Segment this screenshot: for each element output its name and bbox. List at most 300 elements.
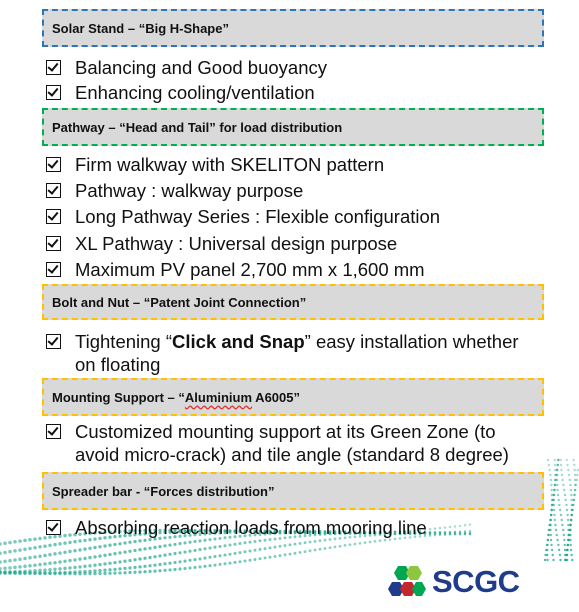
decor-dot [244, 550, 247, 553]
decor-dot [567, 469, 569, 471]
decor-dot [48, 571, 51, 574]
decor-dot [569, 539, 571, 541]
decor-dot [294, 543, 297, 546]
decor-dot [58, 567, 61, 570]
decor-dot [33, 537, 37, 541]
decor-dot [58, 542, 61, 545]
decor-dot [384, 539, 387, 542]
checkbox-icon [46, 209, 61, 224]
decor-dot [98, 572, 101, 575]
decor-dot [568, 474, 570, 476]
decor-dot [118, 542, 121, 545]
decor-dot [560, 464, 562, 466]
decor-dot [158, 563, 161, 566]
decor-dot [575, 484, 577, 486]
decor-dot [83, 539, 86, 542]
decor-dot [0, 542, 2, 546]
checkbox-icon [46, 157, 61, 172]
item-text [75, 420, 509, 466]
decor-dot [434, 527, 436, 529]
decor-dot [364, 541, 367, 544]
decor-dot [213, 555, 216, 558]
decor-dot [58, 571, 61, 574]
decor-dot [43, 571, 46, 574]
decor-dot [259, 557, 262, 560]
decor-dot [550, 544, 552, 546]
decor-dot [567, 539, 569, 541]
decor-dot [550, 479, 552, 481]
decor-dot [143, 547, 146, 550]
decor-dot [249, 559, 252, 562]
decor-dot [574, 489, 576, 491]
decor-dot [259, 539, 262, 542]
decor-dot [564, 544, 566, 546]
decor-dot [143, 565, 146, 568]
decor-dot [228, 553, 231, 556]
section-spreader-bar-header [42, 472, 544, 510]
decor-dot [344, 544, 347, 547]
decor-dot [63, 567, 66, 570]
decor-dot [98, 545, 101, 548]
decor-dot [309, 541, 312, 544]
item-text: Enhancing cooling/ventilation [75, 82, 315, 103]
decor-dot [551, 489, 553, 491]
decor-dot [269, 546, 272, 549]
decor-dot [68, 566, 71, 569]
decor-dot [108, 544, 111, 547]
decor-dot [53, 543, 56, 546]
decor-dot [28, 538, 32, 542]
decor-dot [449, 526, 451, 528]
decor-dot [570, 554, 572, 556]
decor-dot [53, 571, 56, 574]
decor-dot [153, 570, 156, 573]
decor-dot [459, 530, 461, 532]
decor-dot [98, 563, 101, 566]
decor-dot [193, 540, 196, 543]
checkbox-icon [46, 424, 61, 439]
decor-dot [98, 554, 101, 557]
list-item [46, 516, 427, 539]
decor-dot [434, 532, 436, 534]
list-item [46, 232, 397, 255]
decor-dot [556, 479, 558, 481]
decor-dot [0, 567, 2, 571]
decor-dot [23, 565, 27, 569]
decor-dot [118, 571, 121, 574]
decor-dot [128, 550, 131, 553]
decor-dot [18, 548, 22, 552]
decor-dot [218, 545, 221, 548]
decor-dot [550, 509, 552, 511]
decor-dot [563, 539, 565, 541]
decor-dot [88, 564, 91, 567]
decor-dot [43, 554, 46, 557]
decor-dot [163, 554, 166, 557]
decor-dot [203, 547, 206, 550]
decor-dot [454, 531, 456, 533]
decor-dot [33, 555, 37, 559]
decor-dot [193, 566, 196, 569]
decor-dot [259, 548, 262, 551]
decor-dot [73, 558, 76, 561]
checkbox-icon [46, 85, 61, 100]
decor-dot [18, 558, 22, 562]
decor-dot [274, 546, 277, 549]
decor-dot [249, 550, 252, 553]
decor-dot [554, 459, 556, 461]
decor-dot [123, 571, 126, 574]
decor-dot [564, 494, 566, 496]
decor-dot [547, 459, 549, 461]
decor-dot [173, 552, 176, 555]
decor-dot [138, 570, 141, 573]
decor-dot [573, 464, 575, 466]
decor-dot [562, 484, 564, 486]
decor-dot [208, 564, 211, 567]
decor-dot [108, 568, 111, 571]
decor-dot [289, 543, 292, 546]
decor-dot [254, 558, 257, 561]
decor-dot [108, 572, 111, 575]
decor-dot [143, 557, 146, 560]
decor-dot [429, 528, 432, 531]
scgc-logo [388, 564, 520, 600]
decor-dot [284, 544, 287, 547]
decor-dot [565, 499, 567, 501]
decor-dot [284, 553, 287, 556]
decor-dot [429, 532, 432, 535]
decor-dot [548, 464, 550, 466]
decor-dot [0, 560, 2, 564]
decor-dot [218, 563, 221, 566]
decor-dot [314, 540, 317, 543]
decor-dot [449, 531, 451, 533]
decor-dot [554, 519, 556, 521]
decor-dot [559, 554, 561, 556]
list-item [46, 258, 425, 281]
decor-dot [228, 543, 231, 546]
decor-dot [279, 545, 282, 548]
decor-dot [18, 570, 22, 574]
checkbox-icon [46, 236, 61, 251]
decor-dot [559, 509, 561, 511]
decor-dot [566, 459, 568, 461]
decor-dot [148, 570, 151, 573]
decor-dot [547, 534, 549, 536]
decor-dot [469, 523, 471, 525]
list-item [46, 81, 315, 104]
decor-dot [78, 557, 81, 560]
decor-dot [223, 544, 226, 547]
decor-dot [567, 544, 569, 546]
decor-dot [274, 555, 277, 558]
decor-dot [188, 541, 191, 544]
decor-dot [123, 567, 126, 570]
decor-dot [138, 548, 141, 551]
decor-dot [299, 551, 302, 554]
decor-dot [73, 570, 76, 573]
decor-dot [68, 571, 71, 574]
item-text-bold: Click and Snap [172, 331, 305, 352]
decor-dot [469, 533, 471, 535]
decor-dot [8, 550, 12, 554]
decor-dot [324, 547, 327, 550]
decor-dot [143, 570, 146, 573]
list-item [46, 330, 519, 376]
decor-dot [183, 560, 186, 563]
decor-dot [43, 568, 46, 571]
checkbox-icon [46, 262, 61, 277]
decor-dot [88, 547, 91, 550]
decor-dot [28, 547, 32, 551]
decor-dot [570, 549, 572, 551]
decor-dot [264, 556, 267, 559]
decor-dot [38, 563, 42, 567]
decor-dot [289, 553, 292, 556]
decor-dot [98, 569, 101, 572]
decor-dot [3, 551, 7, 555]
decor-dot [113, 552, 116, 555]
decor-dot [183, 567, 186, 570]
decor-dot [133, 571, 136, 574]
decor-dot [183, 541, 186, 544]
decor-dot [557, 494, 559, 496]
decor-dot [553, 494, 555, 496]
decor-dot [0, 552, 2, 556]
decor-dot [567, 514, 569, 516]
decor-dot [8, 570, 12, 574]
decor-dot [239, 542, 242, 545]
decor-dot [569, 484, 571, 486]
decor-dot [118, 551, 121, 554]
decor-dot [8, 566, 12, 570]
decor-dot [43, 562, 46, 565]
decor-dot [547, 539, 549, 541]
decor-dot [198, 539, 201, 542]
decor-dot [546, 544, 548, 546]
decor-dot [78, 548, 81, 551]
decor-dot [454, 525, 456, 527]
decor-dot [193, 558, 196, 561]
section-title-bold: Pathway [52, 119, 105, 135]
decor-dot [133, 540, 136, 543]
decor-dot [304, 541, 307, 544]
decor-dot [128, 541, 131, 544]
decor-dot [43, 544, 46, 547]
decor-dot [570, 494, 572, 496]
checkbox-icon [46, 60, 61, 75]
decor-dot [173, 561, 176, 564]
decor-dot [183, 550, 186, 553]
decor-dot [572, 504, 574, 506]
decor-dot [93, 546, 96, 549]
decor-dot [88, 556, 91, 559]
decor-dot [558, 499, 560, 501]
decor-dot [128, 559, 131, 562]
decor-dot [551, 549, 553, 551]
decor-dot [53, 552, 56, 555]
decor-dot [48, 544, 51, 547]
decor-dot [557, 544, 559, 546]
decor-dot [23, 570, 27, 574]
decor-dot [163, 544, 166, 547]
decor-dot [128, 566, 131, 569]
decor-dot [439, 532, 441, 534]
decor-dot [103, 544, 106, 547]
decor-dot [546, 554, 548, 556]
decor-dot [108, 562, 111, 565]
decor-dot [555, 529, 557, 531]
decor-dot [299, 542, 302, 545]
decor-dot [78, 570, 81, 573]
decor-dot [173, 543, 176, 546]
decor-dot [33, 563, 37, 567]
decor-dot [560, 514, 562, 516]
decor-dot [123, 560, 126, 563]
decor-dot [208, 556, 211, 559]
decor-dot [213, 564, 216, 567]
decor-dot [566, 464, 568, 466]
item-text-part: ” easy installation whether [304, 331, 519, 352]
decor-dot [48, 562, 51, 565]
decor-dot [203, 539, 206, 542]
decor-dot [553, 489, 555, 491]
decor-dot [559, 559, 561, 561]
decor-dot [163, 562, 166, 565]
decor-dot [556, 469, 558, 471]
decor-dot [153, 555, 156, 558]
decor-dot [13, 570, 17, 574]
decor-dot [550, 534, 552, 536]
decor-dot [33, 546, 37, 550]
decor-dot [203, 565, 206, 568]
decor-dot [123, 550, 126, 553]
decor-dot [38, 537, 42, 541]
decor-dot [188, 559, 191, 562]
section-solar-stand-header [42, 9, 544, 47]
decor-dot [554, 484, 556, 486]
decor-dot [48, 553, 51, 556]
item-text: Balancing and Good buoyancy [75, 57, 327, 78]
decor-dot [244, 560, 247, 563]
decor-dot [563, 489, 565, 491]
decor-dot [354, 543, 357, 546]
decor-dot [133, 558, 136, 561]
decor-dot [68, 559, 71, 562]
decor-dot [566, 554, 568, 556]
decor-dot [148, 556, 151, 559]
decor-dot [158, 545, 161, 548]
decor-dot [18, 565, 22, 569]
decor-dot [13, 549, 17, 553]
decor-dot [78, 565, 81, 568]
item-text: Absorbing reaction loads from mooring line [75, 517, 427, 538]
decor-dot [23, 539, 27, 543]
decor-dot [314, 549, 317, 552]
decor-dot [561, 524, 563, 526]
decor-dot [553, 499, 555, 501]
decor-dot [73, 566, 76, 569]
decor-dot [319, 548, 322, 551]
decor-dot [53, 568, 56, 571]
decor-dot [38, 545, 42, 549]
decor-dot [228, 562, 231, 565]
list-item [46, 153, 384, 176]
decor-dot [359, 542, 362, 545]
decor-dot [550, 519, 552, 521]
decor-dot [324, 539, 327, 542]
scgc-logo-icon [388, 564, 426, 600]
decor-dot [569, 529, 571, 531]
decor-dot [561, 479, 563, 481]
decor-dot [553, 504, 555, 506]
decor-dot [439, 527, 441, 529]
decor-dot [103, 554, 106, 557]
list-item [46, 205, 440, 228]
decor-dot [48, 568, 51, 571]
decor-dot [546, 559, 548, 561]
decor-dot [234, 552, 237, 555]
item-text [75, 330, 519, 376]
decor-dot [28, 569, 32, 573]
decor-dot [103, 569, 106, 572]
decor-dot [63, 571, 66, 574]
decor-dot [556, 474, 558, 476]
decor-dot [203, 557, 206, 560]
decor-dot [562, 529, 564, 531]
decor-dot [178, 560, 181, 563]
section-title [52, 390, 300, 405]
decor-dot [576, 479, 578, 481]
decor-dot [464, 533, 466, 535]
decor-dot [83, 557, 86, 560]
decor-dot [3, 560, 7, 564]
section-title: Bolt and Nut – “Patent Joint Connection” [52, 294, 307, 310]
decor-dot [374, 540, 377, 543]
decor-dot [93, 555, 96, 558]
decor-dot [544, 559, 546, 561]
decor-dot [557, 459, 559, 461]
decor-dot [143, 539, 146, 542]
decor-dot [566, 549, 568, 551]
decor-dot [178, 567, 181, 570]
decor-dot [168, 568, 171, 571]
decor-dot [158, 554, 161, 557]
decor-dot [249, 541, 252, 544]
item-text: XL Pathway : Universal design purpose [75, 233, 398, 254]
decor-dot [573, 494, 575, 496]
decor-dot [53, 561, 56, 564]
decor-dot [557, 489, 559, 491]
checkbox-icon [46, 520, 61, 535]
decor-dot [244, 541, 247, 544]
decor-dot [173, 568, 176, 571]
section-title [52, 120, 342, 135]
decor-dot [113, 561, 116, 564]
checkbox-icon [46, 334, 61, 349]
decor-dot [553, 509, 555, 511]
decor-dot [68, 550, 71, 553]
decor-dot [193, 549, 196, 552]
decor-dot [63, 541, 66, 544]
decor-dot [549, 529, 551, 531]
decor-dot [554, 464, 556, 466]
decor-dot [113, 568, 116, 571]
item-text: Maximum PV panel 2,700 mm x 1,600 mm [75, 259, 425, 280]
decor-dot [569, 534, 571, 536]
decor-dot [63, 560, 66, 563]
